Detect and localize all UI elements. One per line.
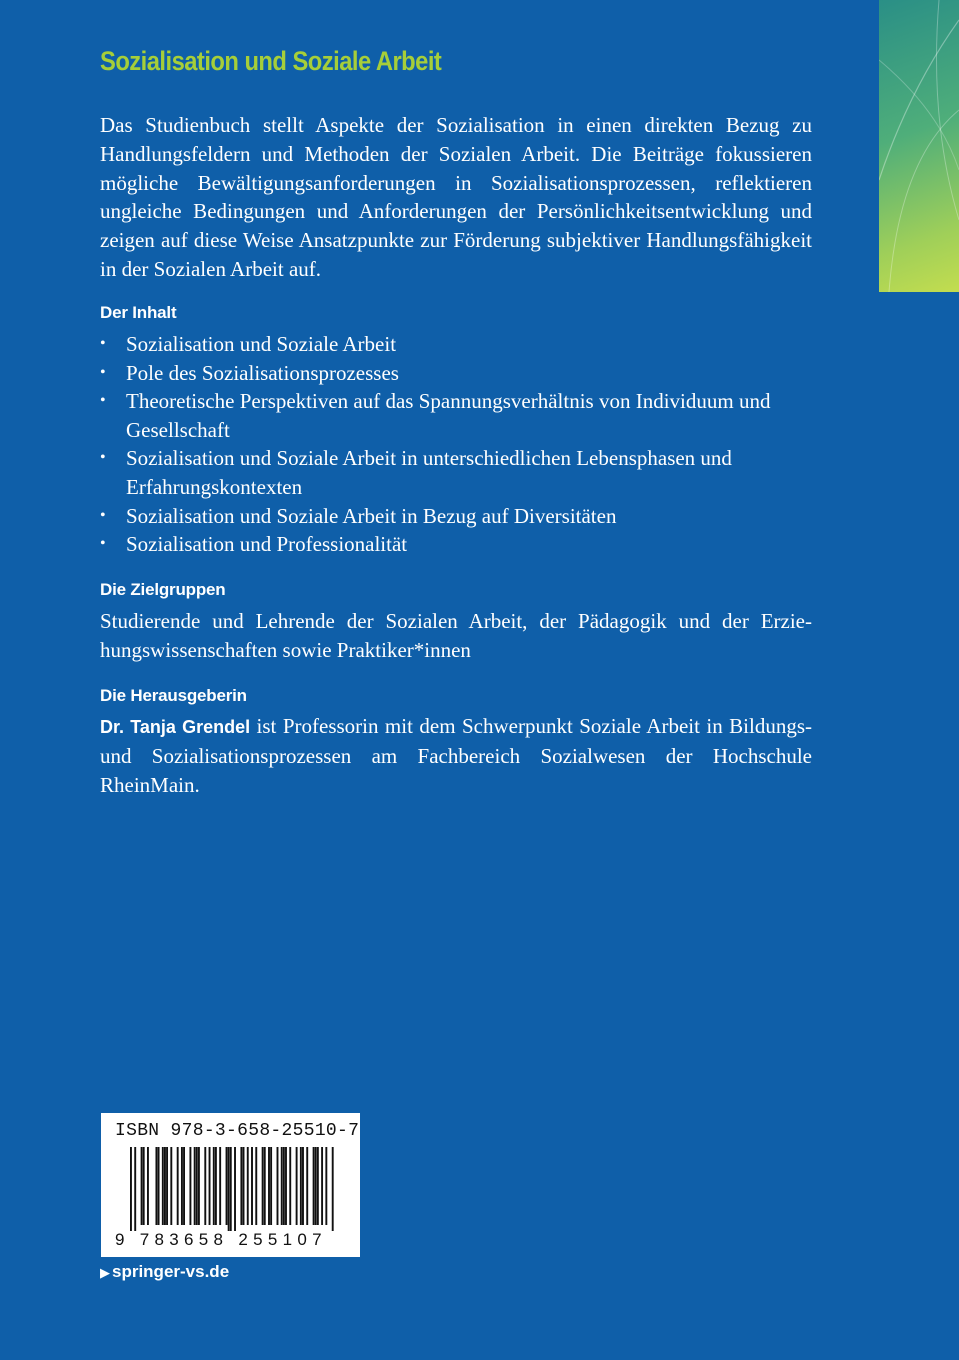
publisher-url[interactable]: ▶ springer-vs.de bbox=[100, 1262, 230, 1281]
list-item: • Pole des Sozialisationsprozesses bbox=[100, 360, 399, 385]
list-item: • Sozialisation und Soziale Arbeit bbox=[100, 332, 397, 356]
audience-text: Studierende und Lehrende der Sozialen Arbeit, der Pädagogik und der Erziehungswissenschaften sowie Praktiker*innen bbox=[100, 609, 812, 662]
editor-heading: Die Herausgeberin bbox=[100, 686, 247, 705]
barcode-digits: 9 783658 255107 bbox=[115, 1230, 327, 1249]
list-item: • Sozialisation und Soziale Arbeit in Bezug auf Diversitäten bbox=[100, 503, 617, 528]
isbn-label: ISBN 978-3-658-25510-7 bbox=[115, 1121, 360, 1141]
arrow-right-icon: ▶ bbox=[100, 1265, 110, 1280]
editor-name: Dr. Tanja Grendel bbox=[100, 717, 251, 737]
barcode-bars-icon bbox=[130, 1147, 336, 1231]
editor-bio bbox=[100, 712, 812, 799]
editor-description: ist Professorin mit dem Schwerpunkt Soziale Arbeit in Bildungs- und Sozialisationsprozessen am Fachbereich Sozialwesen der Hochschule RheinMain. bbox=[100, 714, 813, 797]
intro-paragraph: Das Studienbuch stellt Aspekte der Sozialisation in einen direkten Bezug zu Handlungsfeldern und Methoden der Sozialen Arbeit. Die Beiträge fokussieren mögliche Bewältigungsanforderungen in Sozialisationsprozessen, reflektieren ungleiche Bedingungen und Anforderungen der Persönlichkeitsentwicklung und zeigen auf diese Weise Ansatzpunkte zur Förderung subjektiver Handlungsfähigkeit in der Sozialen Arbeit auf. bbox=[100, 113, 812, 281]
list-item: • Sozialisation und Soziale Arbeit in unterschiedlichen Lebensphasen und Erfahrungskontexten bbox=[100, 446, 732, 499]
isbn-barcode bbox=[101, 1113, 360, 1257]
contents-list bbox=[100, 330, 812, 559]
book-title: Sozialisation und Soziale Arbeit bbox=[100, 46, 442, 76]
decorative-corner-graphic bbox=[879, 0, 959, 292]
list-item: • Sozialisation und Professionalität bbox=[100, 532, 408, 557]
contents-heading: Der Inhalt bbox=[100, 303, 177, 322]
audience-heading: Die Zielgruppen bbox=[100, 580, 226, 599]
list-item: • Theoretische Perspektiven auf das Spannungsverhältnis von Individuum und Gesellschaft bbox=[100, 389, 771, 442]
